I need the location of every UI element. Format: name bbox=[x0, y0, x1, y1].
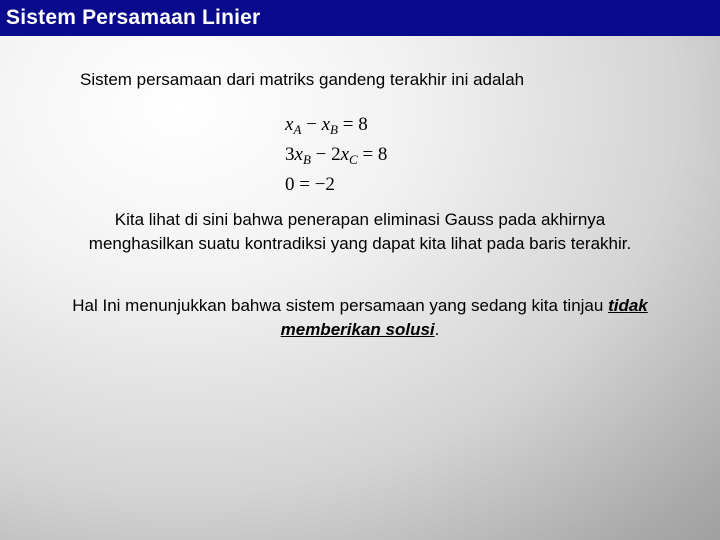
intro-text: Sistem persamaan dari matriks gandeng terakhir ini adalah bbox=[80, 70, 525, 89]
equation-3: 0 = −2 bbox=[285, 174, 335, 195]
conclusion-text: Hal Ini menunjukkan bahwa sistem persamaan yang sedang kita tinjau bbox=[72, 296, 609, 315]
equation-system bbox=[285, 110, 387, 200]
conclusion-emphasis: tidak memberikan solusi bbox=[280, 296, 648, 339]
title-bar bbox=[0, 0, 720, 36]
equation-1: $x_A - x_B = 8$ bbox=[285, 114, 368, 137]
explanation-paragraph: Kita lihat di sini bahwa penerapan eliminasi Gauss pada akhirnya menghasilkan suatu kontradiksi yang dapat kita lihat pada baris terakhir. bbox=[88, 210, 632, 253]
slide-title: Sistem Persamaan Linier bbox=[6, 6, 261, 29]
equation-2: $3x_B - 2x_C = 8$ bbox=[285, 144, 388, 167]
conclusion-period: . bbox=[434, 320, 440, 339]
conclusion-paragraph bbox=[60, 294, 660, 342]
